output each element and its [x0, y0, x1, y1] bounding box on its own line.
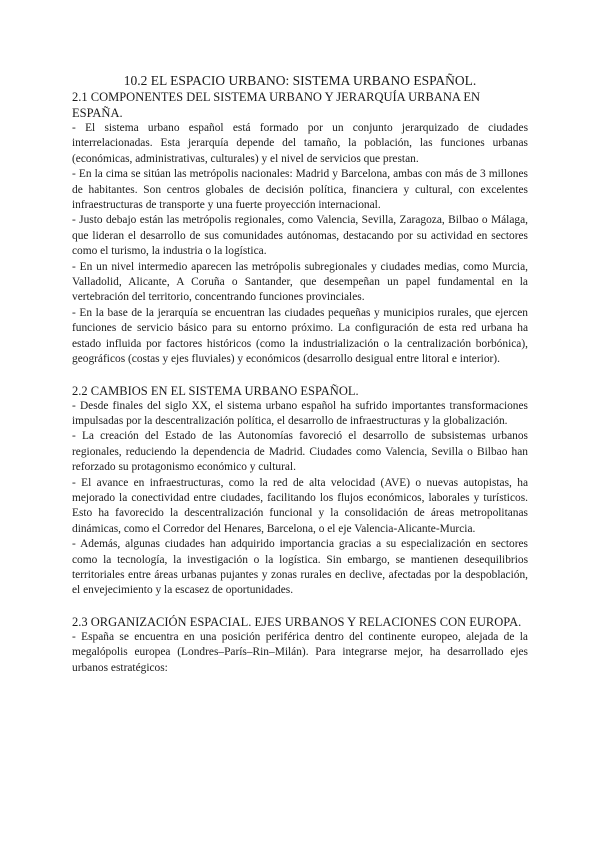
paragraph: - Además, algunas ciudades han adquirido importancia gracias a su especialización en sectores como la tecnología, la investigación o la logística. Sin embargo, se mantienen desequilibrios territoriales entre áreas urbanas pujantes y zonas rurales en declive, afectadas por la despoblación, el envejecimiento y la escasez de oportunidades. [72, 538, 528, 597]
paragraph: - En la cima se sitúan las metrópolis nacionales: Madrid y Barcelona, ambas con más de 3 millones de habitantes. Son centros globales de decisión política, financiera y cultural, con excelentes infraestructuras de transporte y una fuerte proyección internacional. [72, 168, 528, 212]
paragraph: - En la base de la jerarquía se encuentran las ciudades pequeñas y municipios rurales, que ejercen funciones de servicio básico para su entorno próximo. La configuración de esta red urbana ha estado influida por factores históricos (como la industrialización o la centralización borbónica), geográficos (costas y ejes fluviales) y económicos (desarrollo desigual entre litoral e interior). [72, 306, 528, 366]
paragraph: - Desde finales del siglo XX, el sistema urbano español ha sufrido importantes transformaciones impulsadas por la descentralización política, el desarrollo de infraestructuras y la globalización. [72, 399, 528, 427]
paragraph: - El avance en infraestructuras, como la red de alta velocidad (AVE) o nuevas autopistas, ha mejorado la conectividad entre ciudades, facilitando los flujos económicos, laborales y turísticos. Esto ha favorecido la descentralización funcional y la consolidación de áreas metropolitanas dinámicas, como el Corredor del Henares, Barcelona, o el eje Valencia-Alicante-Murcia. [72, 476, 528, 535]
paragraph: - En un nivel intermedio aparecen las metrópolis subregionales y ciudades medias, como Murcia, Valladolid, Alicante, A Coruña o Santander, que desempeñan un papel fundamental en la vertebración del territorio, concentrando funciones provinciales. [72, 260, 528, 304]
paragraph: - Justo debajo están las metrópolis regionales, como Valencia, Sevilla, Zaragoza, Bilbao o Málaga, que lideran el desarrollo de sus comunidades autónomas, destacando por su actividad en sectores como el turismo, la industria o la logística. [72, 214, 528, 258]
section-heading: 2.2 CAMBIOS EN EL SISTEMA URBANO ESPAÑOL. [72, 383, 359, 398]
section-heading: 2.3 ORGANIZACIÓN ESPACIAL. EJES URBANOS Y RELACIONES CON EUROPA. [72, 614, 522, 629]
document-page [72, 72, 528, 676]
section-components [72, 89, 528, 368]
paragraph: - La creación del Estado de las Autonomías favoreció el desarrollo de subsistemas urbanos regionales, reduciendo la dependencia de Madrid. Ciudades como Valencia, Sevilla o Bilbao han reforzado su protagonismo económico y cultural. [72, 430, 528, 474]
section-heading: 2.1 COMPONENTES DEL SISTEMA URBANO Y JERARQUÍA URBANA EN ESPAÑA. [72, 90, 481, 120]
paragraph: - El sistema urbano español está formado por un conjunto jerarquizado de ciudades interrelacionadas. Esta jerarquía depende del tamaño, la población, las funciones urbanas (económicas, administrativas, culturales) y el nivel de servicios que prestan. [72, 122, 528, 165]
section-changes [72, 383, 528, 599]
paragraph: - España se encuentra en una posición periférica dentro del continente europeo, alejada de la megalópolis europea (Londres–París–Rin–Milán). Para integrarse mejor, ha desarrollado ejes urbanos estratégicos: [72, 630, 528, 674]
document-title: 10.2 EL ESPACIO URBANO: SISTEMA URBANO ESPAÑOL. [123, 73, 477, 88]
section-spatial-organization [72, 614, 528, 676]
